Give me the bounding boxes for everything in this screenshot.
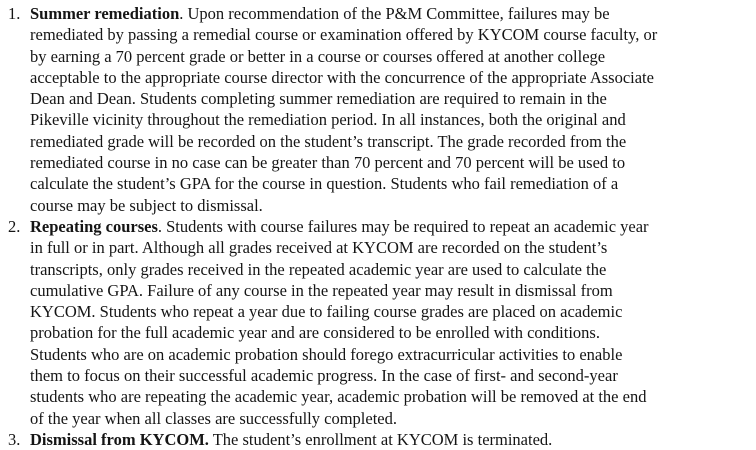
list-item-repeating-courses	[0, 216, 756, 429]
text-line: students who are repeating the academic year, academic probation will be removed at the end	[30, 387, 647, 407]
text-line: remediated course in no case can be greater than 70 percent and 70 percent will be used to	[30, 153, 626, 173]
list-item-number: 1.	[8, 4, 21, 23]
text-line: Students who are on academic probation should forego extracurricular activities to enable	[30, 344, 623, 364]
text-line: course may be subject to dismissal.	[30, 195, 263, 215]
list-item-dismissal	[0, 429, 756, 450]
item-title: Dismissal from KYCOM.	[30, 429, 209, 449]
text-line: acceptable to the appropriate course director with the concurrence of the appropriate Associate	[30, 67, 654, 87]
text-line: Pikeville vicinity throughout the remediation period. In all instances, both the original and	[30, 110, 626, 130]
list-item-body	[30, 3, 756, 216]
item-title: Summer remediation	[30, 4, 180, 23]
item-title-rest: . Students with course failures may be required to repeat an academic year	[157, 216, 649, 236]
text-line: remediated by passing a remedial course or examination offered by KYCOM course faculty, or	[30, 25, 658, 45]
item-title: Repeating courses	[30, 216, 158, 236]
text-line	[30, 216, 756, 237]
list-item-number: 3.	[8, 429, 21, 449]
text-line: of the year when all classes are successfully completed.	[30, 408, 397, 428]
text-line: KYCOM. Students who repeat a year due to failing course grades are placed on academic	[30, 302, 623, 322]
text-line: transcripts, only grades received in the repeated academic year are used to calculate the	[30, 259, 607, 279]
text-line: calculate the student’s GPA for the course in question. Students who fail remediation of a	[30, 174, 619, 194]
list-item-body	[30, 429, 756, 450]
text-line: probation for the full academic year and are considered to be enrolled with conditions.	[30, 323, 600, 343]
text-line: them to focus on their successful academic progress. In the case of first- and second-year	[30, 366, 618, 386]
list-item-number: 2.	[8, 216, 21, 236]
item-title-rest: The student’s enrollment at KYCOM is terminated.	[208, 429, 553, 449]
text-line	[30, 3, 756, 24]
text-line: Dean and Dean. Students completing summer remediation are required to remain in the	[30, 89, 607, 109]
text-line	[30, 429, 756, 450]
list-item-body	[30, 216, 756, 429]
text-line: remediated grade will be recorded on the student’s transcript. The grade recorded from the	[30, 131, 627, 151]
item-title-rest: . Upon recommendation of the P&M Committee, failures may be	[179, 4, 610, 23]
text-line: by earning a 70 percent grade or better in a course or courses offered at another college	[30, 46, 606, 66]
text-line: in full or in part. Although all grades received at KYCOM are recorded on the student’s	[30, 238, 608, 258]
text-line: cumulative GPA. Failure of any course in the repeated year may result in dismissal from	[30, 280, 613, 300]
list-item-summer-remediation	[0, 3, 756, 216]
